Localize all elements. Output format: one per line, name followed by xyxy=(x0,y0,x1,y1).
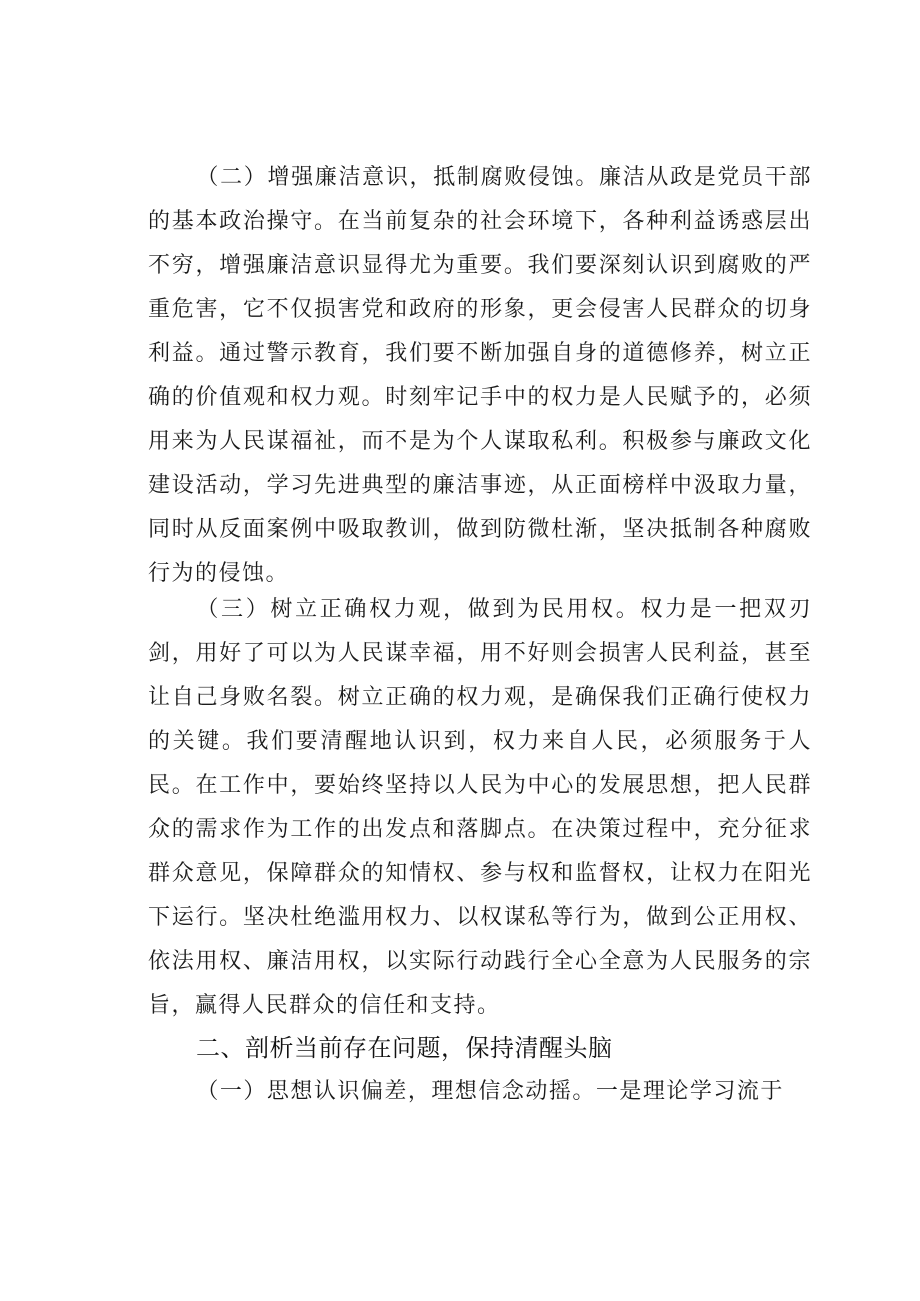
paragraph-text: （三）树立正确权力观，做到为民用权。权力是一把双刃剑，用好了可以为人民谋幸福，用不好则会损害人民利益，甚至让自己身败名裂。树立正确的权力观，是确保我们正确行使权力的关键。我们要清醒地认识到，权力来自人民，必须服务于人民。在工作中，要始终坚持以人民为中心的发展思想，把人民群众的需求作为工作的出发点和落脚点。在决策过程中，充分征求群众意见，保障群众的知情权、参与权和监督权，让权力在阳光下运行。坚决杜绝滥用权力、以权谋私等行为，做到公正用权、依法用权、廉洁用权，以实际行动践行全心全意为人民服务的宗旨，赢得人民群众的信任和支持。 xyxy=(148,597,812,1018)
paragraph-power-view xyxy=(148,588,812,1028)
paragraph-ideological-deviation xyxy=(148,1070,812,1114)
section-heading: 二、剖析当前存在问题，保持清醒头脑 xyxy=(196,1034,613,1062)
paragraph-text: （一）思想认识偏差，理想信念动摇。一是理论学习流于 xyxy=(196,1079,784,1104)
paragraph-integrity-awareness xyxy=(148,156,812,596)
paragraph-text: （二）增强廉洁意识，抵制腐败侵蚀。廉洁从政是党员干部的基本政治操守。在当前复杂的社会环境下，各种利益诱惑层出不穷，增强廉洁意识显得尤为重要。我们要深刻认识到腐败的严重危害，它不仅损害党和政府的形象，更会侵害人民群众的切身利益。通过警示教育，我们要不断加强自身的道德修养，树立正确的价值观和权力观。时刻牢记手中的权力是人民赋予的，必须用来为人民谋福祉，而不是为个人谋取私利。积极参与廉政文化建设活动，学习先进典型的廉洁事迹，从正面榜样中汲取力量，同时从反面案例中吸取教训，做到防微杜渐，坚决抵制各种腐败行为的侵蚀。 xyxy=(148,165,812,586)
